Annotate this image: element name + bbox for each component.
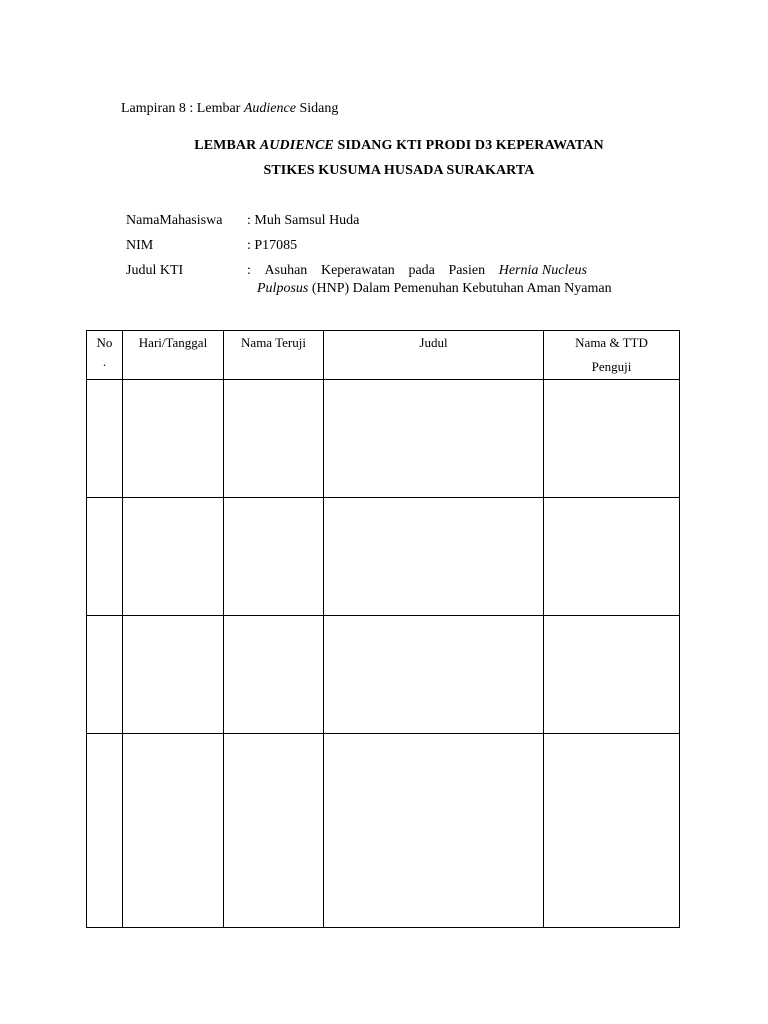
judul-rest: (HNP) Dalam Pemenuhan Kebutuhan Aman Nyaman [308,281,612,296]
judul-italic-term-2: Pulposus [257,281,309,296]
column-header-ttd-line-1: Nama & TTD [575,335,648,350]
column-header-nama-ttd-penguji [544,331,680,380]
table-row [87,498,680,616]
column-header-judul-label: Judul [419,335,448,350]
judul-word: Pasien [448,263,486,278]
cell-nama-teruji[interactable] [224,498,324,616]
cell-no[interactable] [87,498,123,616]
column-header-no [87,331,123,380]
cell-judul[interactable] [324,616,544,734]
table-row [87,734,680,928]
column-header-no-line-2: . [102,354,107,369]
table-row [87,380,680,498]
column-header-ttd-line-2: Penguji [591,359,632,374]
table-row [87,616,680,734]
cell-nama-ttd-penguji[interactable] [544,734,680,928]
document-title-line-2: STIKES KUSUMA HUSADA SURAKARTA [263,163,535,178]
column-header-nama-teruji [224,331,324,380]
appendix-suffix: Sidang [295,101,339,116]
table-header-row [87,331,680,380]
judul-italic-term: Hernia Nucleus [498,263,587,278]
cell-hari-tanggal[interactable] [123,616,224,734]
cell-nama-teruji[interactable] [224,734,324,928]
document-title-line-1 [0,138,768,154]
cell-nama-teruji[interactable] [224,380,324,498]
title-suffix: SIDANG KTI PRODI D3 KEPERAWATAN [333,138,604,153]
cell-judul[interactable] [324,498,544,616]
cell-hari-tanggal[interactable] [123,498,224,616]
judul-kti-value-line-2 [257,281,612,297]
judul-kti-value-line-1 [247,263,587,279]
student-name-label: NamaMahasiswa [126,213,223,228]
judul-word: Asuhan [264,263,308,278]
audience-table [86,330,680,928]
cell-no[interactable] [87,380,123,498]
cell-no[interactable] [87,734,123,928]
column-header-hari-tanggal-label: Hari/Tanggal [138,335,208,350]
title-prefix: LEMBAR [194,138,260,153]
appendix-prefix: Lampiran 8 : Lembar [121,101,244,116]
cell-nama-ttd-penguji[interactable] [544,498,680,616]
cell-judul[interactable] [324,380,544,498]
appendix-label [121,101,338,117]
cell-nama-ttd-penguji[interactable] [544,616,680,734]
cell-judul[interactable] [324,734,544,928]
cell-hari-tanggal[interactable] [123,380,224,498]
judul-word: pada [408,263,435,278]
nim-value: : P17085 [247,238,298,253]
column-header-no-line-1: No [96,335,113,350]
judul-word: : [247,263,251,278]
nim-label: NIM [126,238,154,253]
judul-word: Keperawatan [320,263,395,278]
cell-no[interactable] [87,616,123,734]
student-name-value: : Muh Samsul Huda [247,213,360,228]
column-header-hari-tanggal [123,331,224,380]
cell-nama-teruji[interactable] [224,616,324,734]
cell-hari-tanggal[interactable] [123,734,224,928]
title-italic: AUDIENCE [259,138,334,153]
column-header-nama-teruji-label: Nama Teruji [241,335,306,350]
judul-kti-label: Judul KTI [126,263,184,278]
column-header-judul [324,331,544,380]
cell-nama-ttd-penguji[interactable] [544,380,680,498]
appendix-italic: Audience [243,101,296,116]
